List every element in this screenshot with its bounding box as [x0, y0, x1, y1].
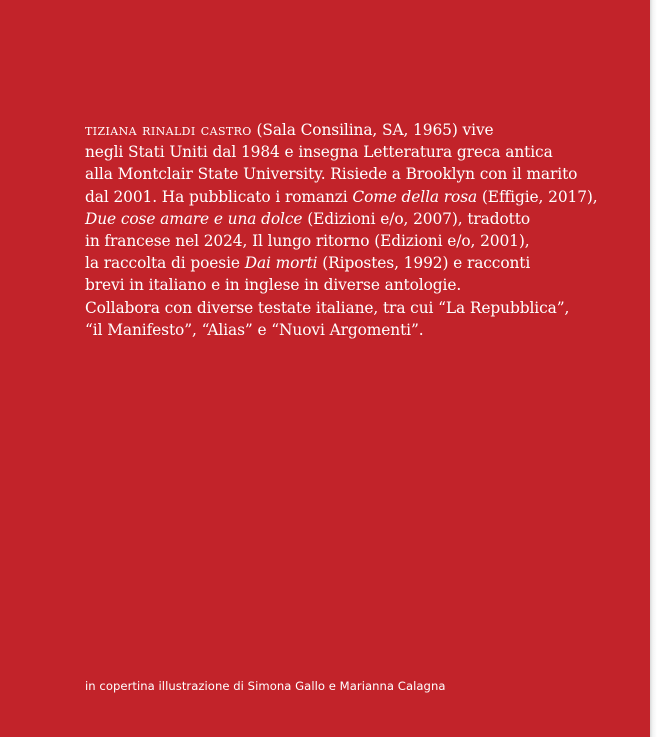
bio-line-10: “il Manifesto”, “Alias” e “Nuovi Argomenti”. [85, 320, 424, 339]
book-title-come-della-rosa: Come della rosa [352, 187, 478, 206]
bio-line-3: alla Montclair State University. Risiede a Brooklyn con il marito [85, 165, 578, 184]
bio-line-4: dal 2001. Ha pubblicato i romanzi Come della rosa (Effigie, 2017), [85, 187, 598, 206]
author-bio [85, 119, 605, 341]
bio-line-2: negli Stati Uniti dal 1984 e insegna Letteratura greca antica [85, 143, 553, 162]
bio-line-7: la raccolta di poesie Dai morti (Ripostes, 1992) e racconti [85, 254, 531, 273]
bio-line-1: tiziana rinaldi castro (Sala Consilina, SA, 1965) vive [85, 121, 494, 139]
bio-line-6: in francese nel 2024, Il lungo ritorno (Edizioni e/o, 2001), [85, 232, 530, 251]
bio-line-5: Due cose amare e una dolce (Edizioni e/o, 2007), tradotto [85, 209, 531, 228]
cover-credit: in copertina illustrazione di Simona Gallo e Marianna Calagna [85, 679, 446, 693]
bio-line-8: brevi in italiano e in inglese in diverse antologie. [85, 276, 462, 295]
bio-line-9: Collabora con diverse testate italiane, tra cui “La Repubblica”, [85, 298, 570, 317]
author-name: tiziana rinaldi castro [85, 121, 252, 139]
page-edge [650, 0, 657, 737]
book-title-due-cose-amare: Due cose amare e una dolce [85, 209, 303, 228]
book-title-dai-morti: Dai morti [244, 254, 318, 273]
